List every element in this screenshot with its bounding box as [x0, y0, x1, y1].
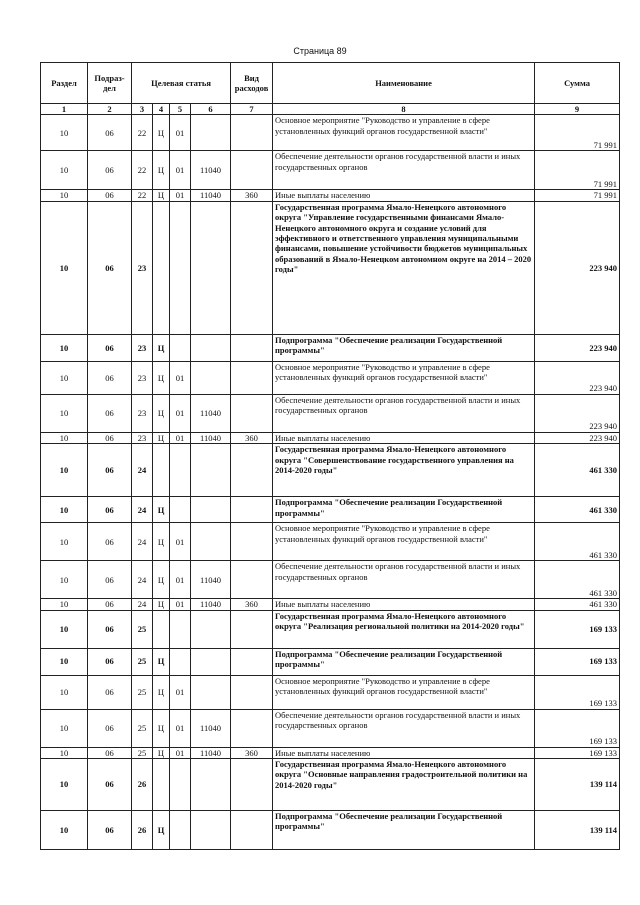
celevaya-program-cell: 25 [132, 709, 153, 747]
table-row [41, 394, 620, 432]
vid-rashodov-cell [231, 561, 273, 599]
podrazdel-cell: 06 [88, 759, 132, 811]
celevaya-direction-cell [191, 675, 231, 709]
table-row [41, 709, 620, 747]
table-row [41, 190, 620, 201]
vid-rashodov-cell: 360 [231, 190, 273, 201]
vid-rashodov-cell [231, 811, 273, 850]
podrazdel-cell: 06 [88, 561, 132, 599]
summa-cell: 461 330 [535, 523, 620, 561]
header-razdel: Раздел [41, 63, 88, 104]
vid-rashodov-cell [231, 523, 273, 561]
column-number: 4 [153, 104, 170, 115]
celevaya-subprogram-cell: Ц [153, 361, 170, 394]
header-row [41, 63, 620, 104]
summa-cell: 71 991 [535, 115, 620, 151]
celevaya-subprogram-cell: Ц [153, 151, 170, 190]
podrazdel-cell: 06 [88, 444, 132, 497]
vid-rashodov-cell [231, 709, 273, 747]
celevaya-program-cell: 25 [132, 610, 153, 648]
celevaya-direction-cell [191, 811, 231, 850]
summa-cell: 169 133 [535, 709, 620, 747]
celevaya-event-cell: 01 [170, 523, 191, 561]
naimenovanie-cell: Иные выплаты населению [273, 599, 535, 610]
summa-cell: 223 940 [535, 432, 620, 443]
celevaya-program-cell: 22 [132, 190, 153, 201]
table-row [41, 523, 620, 561]
razdel-cell: 10 [41, 361, 88, 394]
celevaya-direction-cell: 11040 [191, 151, 231, 190]
celevaya-direction-cell: 11040 [191, 599, 231, 610]
celevaya-event-cell: 01 [170, 361, 191, 394]
vid-rashodov-cell [231, 497, 273, 523]
table-row [41, 648, 620, 675]
table-row [41, 561, 620, 599]
razdel-cell: 10 [41, 444, 88, 497]
summa-cell: 461 330 [535, 561, 620, 599]
razdel-cell: 10 [41, 675, 88, 709]
podrazdel-cell: 06 [88, 747, 132, 758]
celevaya-subprogram-cell: Ц [153, 599, 170, 610]
celevaya-direction-cell: 11040 [191, 394, 231, 432]
celevaya-event-cell: 01 [170, 432, 191, 443]
table-row [41, 759, 620, 811]
celevaya-direction-cell: 11040 [191, 432, 231, 443]
podrazdel-cell: 06 [88, 201, 132, 334]
podrazdel-cell: 06 [88, 648, 132, 675]
razdel-cell: 10 [41, 334, 88, 361]
naimenovanie-cell: Государственная программа Ямало-Ненецкого автономного округа "Совершенствование государственного управления на 2014-2020 годы" [273, 444, 535, 497]
celevaya-direction-cell [191, 610, 231, 648]
summa-cell: 139 114 [535, 759, 620, 811]
celevaya-subprogram-cell: Ц [153, 394, 170, 432]
razdel-cell: 10 [41, 115, 88, 151]
celevaya-direction-cell [191, 497, 231, 523]
razdel-cell: 10 [41, 201, 88, 334]
celevaya-subprogram-cell: Ц [153, 190, 170, 201]
celevaya-event-cell: 01 [170, 599, 191, 610]
summa-cell: 461 330 [535, 497, 620, 523]
naimenovanie-cell: Основное мероприятие "Руководство и управление в сфере установленных функций органов государственной власти" [273, 115, 535, 151]
celevaya-event-cell [170, 759, 191, 811]
celevaya-event-cell [170, 201, 191, 334]
header-celevaya-statya: Целевая статья [132, 63, 231, 104]
podrazdel-cell: 06 [88, 190, 132, 201]
razdel-cell: 10 [41, 709, 88, 747]
vid-rashodov-cell [231, 201, 273, 334]
vid-rashodov-cell [231, 394, 273, 432]
celevaya-event-cell: 01 [170, 709, 191, 747]
celevaya-program-cell: 24 [132, 523, 153, 561]
summa-cell: 223 940 [535, 394, 620, 432]
vid-rashodov-cell [231, 444, 273, 497]
celevaya-program-cell: 26 [132, 811, 153, 850]
celevaya-direction-cell: 11040 [191, 190, 231, 201]
celevaya-event-cell [170, 334, 191, 361]
summa-cell: 223 940 [535, 201, 620, 334]
naimenovanie-cell: Государственная программа Ямало-Ненецкого автономного округа "Реализация региональной политики на 2014-2020 годы" [273, 610, 535, 648]
header-vid-rashodov: Вид расходов [231, 63, 273, 104]
podrazdel-cell: 06 [88, 610, 132, 648]
summa-cell: 169 133 [535, 747, 620, 758]
celevaya-event-cell [170, 811, 191, 850]
column-number-row [41, 104, 620, 115]
header-summa: Сумма [535, 63, 620, 104]
razdel-cell: 10 [41, 523, 88, 561]
naimenovanie-cell: Государственная программа Ямало-Ненецкого автономного округа "Основные направления градостроительной политики на 2014-2020 годы" [273, 759, 535, 811]
column-number: 8 [273, 104, 535, 115]
table-row [41, 115, 620, 151]
vid-rashodov-cell [231, 759, 273, 811]
column-number: 7 [231, 104, 273, 115]
celevaya-event-cell [170, 444, 191, 497]
vid-rashodov-cell [231, 675, 273, 709]
celevaya-direction-cell: 11040 [191, 709, 231, 747]
celevaya-subprogram-cell: Ц [153, 675, 170, 709]
celevaya-subprogram-cell: Ц [153, 523, 170, 561]
vid-rashodov-cell: 360 [231, 599, 273, 610]
razdel-cell: 10 [41, 394, 88, 432]
celevaya-program-cell: 24 [132, 497, 153, 523]
celevaya-program-cell: 23 [132, 361, 153, 394]
podrazdel-cell: 06 [88, 599, 132, 610]
page-number-label: Страница 89 [293, 46, 347, 56]
table-row [41, 747, 620, 758]
podrazdel-cell: 06 [88, 497, 132, 523]
naimenovanie-cell: Государственная программа Ямало-Ненецкого автономного округа "Управление государственными финансами Ямало-Ненецкого автономного округа и создание условий для эффективного и ответственного управления муниципальными финансами, повышение устойчивости бюджетов муниципальных образований в Ямало-Ненецком автономном округе на 2014 – 2020 годы" [273, 201, 535, 334]
podrazdel-cell: 06 [88, 675, 132, 709]
razdel-cell: 10 [41, 599, 88, 610]
razdel-cell: 10 [41, 648, 88, 675]
celevaya-subprogram-cell: Ц [153, 432, 170, 443]
table-row [41, 432, 620, 443]
table-row [41, 675, 620, 709]
celevaya-direction-cell [191, 361, 231, 394]
celevaya-program-cell: 25 [132, 648, 153, 675]
summa-cell: 461 330 [535, 599, 620, 610]
celevaya-event-cell [170, 648, 191, 675]
column-number: 1 [41, 104, 88, 115]
podrazdel-cell: 06 [88, 811, 132, 850]
celevaya-subprogram-cell [153, 610, 170, 648]
table-row [41, 151, 620, 190]
celevaya-subprogram-cell: Ц [153, 334, 170, 361]
razdel-cell: 10 [41, 190, 88, 201]
celevaya-program-cell: 22 [132, 115, 153, 151]
header-naimenovanie: Наименование [273, 63, 535, 104]
celevaya-direction-cell: 11040 [191, 561, 231, 599]
table-row [41, 444, 620, 497]
celevaya-event-cell: 01 [170, 190, 191, 201]
podrazdel-cell: 06 [88, 432, 132, 443]
celevaya-program-cell: 23 [132, 394, 153, 432]
razdel-cell: 10 [41, 151, 88, 190]
celevaya-direction-cell [191, 523, 231, 561]
podrazdel-cell: 06 [88, 115, 132, 151]
celevaya-subprogram-cell: Ц [153, 709, 170, 747]
naimenovanie-cell: Подпрограмма "Обеспечение реализации Государственной программы" [273, 334, 535, 361]
celevaya-event-cell: 01 [170, 151, 191, 190]
column-number: 9 [535, 104, 620, 115]
summa-cell: 71 991 [535, 190, 620, 201]
celevaya-program-cell: 26 [132, 759, 153, 811]
column-number: 5 [170, 104, 191, 115]
celevaya-subprogram-cell: Ц [153, 811, 170, 850]
podrazdel-cell: 06 [88, 709, 132, 747]
celevaya-subprogram-cell: Ц [153, 497, 170, 523]
summa-cell: 223 940 [535, 334, 620, 361]
vid-rashodov-cell [231, 361, 273, 394]
podrazdel-cell: 06 [88, 361, 132, 394]
celevaya-event-cell [170, 497, 191, 523]
vid-rashodov-cell [231, 115, 273, 151]
celevaya-subprogram-cell: Ц [153, 561, 170, 599]
celevaya-direction-cell [191, 648, 231, 675]
summa-cell: 169 133 [535, 610, 620, 648]
column-number: 3 [132, 104, 153, 115]
celevaya-program-cell: 23 [132, 201, 153, 334]
celevaya-event-cell [170, 610, 191, 648]
razdel-cell: 10 [41, 432, 88, 443]
celevaya-program-cell: 24 [132, 599, 153, 610]
vid-rashodov-cell [231, 648, 273, 675]
celevaya-program-cell: 24 [132, 444, 153, 497]
naimenovanie-cell: Основное мероприятие "Руководство и управление в сфере установленных функций органов государственной власти" [273, 523, 535, 561]
vid-rashodov-cell [231, 151, 273, 190]
vid-rashodov-cell: 360 [231, 432, 273, 443]
razdel-cell: 10 [41, 747, 88, 758]
celevaya-event-cell: 01 [170, 747, 191, 758]
naimenovanie-cell: Иные выплаты населению [273, 190, 535, 201]
celevaya-direction-cell [191, 759, 231, 811]
vid-rashodov-cell [231, 334, 273, 361]
celevaya-event-cell: 01 [170, 675, 191, 709]
celevaya-direction-cell [191, 444, 231, 497]
summa-cell: 223 940 [535, 361, 620, 394]
celevaya-program-cell: 23 [132, 334, 153, 361]
celevaya-subprogram-cell: Ц [153, 648, 170, 675]
celevaya-program-cell: 22 [132, 151, 153, 190]
celevaya-event-cell: 01 [170, 561, 191, 599]
razdel-cell: 10 [41, 497, 88, 523]
table-row [41, 201, 620, 334]
celevaya-program-cell: 24 [132, 561, 153, 599]
naimenovanie-cell: Обеспечение деятельности органов государственной власти и иных государственных органов [273, 151, 535, 190]
table-row [41, 610, 620, 648]
summa-cell: 169 133 [535, 648, 620, 675]
celevaya-program-cell: 25 [132, 675, 153, 709]
table-row [41, 361, 620, 394]
summa-cell: 461 330 [535, 444, 620, 497]
vid-rashodov-cell [231, 610, 273, 648]
podrazdel-cell: 06 [88, 334, 132, 361]
razdel-cell: 10 [41, 759, 88, 811]
celevaya-program-cell: 23 [132, 432, 153, 443]
naimenovanie-cell: Обеспечение деятельности органов государственной власти и иных государственных органов [273, 394, 535, 432]
table-row [41, 497, 620, 523]
summa-cell: 139 114 [535, 811, 620, 850]
celevaya-direction-cell [191, 334, 231, 361]
naimenovanie-cell: Подпрограмма "Обеспечение реализации Государственной программы" [273, 811, 535, 850]
naimenovanie-cell: Иные выплаты населению [273, 747, 535, 758]
celevaya-subprogram-cell [153, 201, 170, 334]
celevaya-subprogram-cell: Ц [153, 747, 170, 758]
celevaya-event-cell: 01 [170, 115, 191, 151]
celevaya-direction-cell [191, 115, 231, 151]
podrazdel-cell: 06 [88, 151, 132, 190]
naimenovanie-cell: Иные выплаты населению [273, 432, 535, 443]
budget-table [40, 62, 620, 850]
podrazdel-cell: 06 [88, 523, 132, 561]
vid-rashodov-cell: 360 [231, 747, 273, 758]
column-number: 2 [88, 104, 132, 115]
celevaya-subprogram-cell: Ц [153, 115, 170, 151]
table-row [41, 811, 620, 850]
naimenovanie-cell: Подпрограмма "Обеспечение реализации Государственной программы" [273, 497, 535, 523]
column-number: 6 [191, 104, 231, 115]
celevaya-subprogram-cell [153, 759, 170, 811]
celevaya-subprogram-cell [153, 444, 170, 497]
naimenovanie-cell: Обеспечение деятельности органов государственной власти и иных государственных органов [273, 709, 535, 747]
table-row [41, 334, 620, 361]
summa-cell: 71 991 [535, 151, 620, 190]
summa-cell: 169 133 [535, 675, 620, 709]
podrazdel-cell: 06 [88, 394, 132, 432]
naimenovanie-cell: Основное мероприятие "Руководство и управление в сфере установленных функций органов государственной власти" [273, 361, 535, 394]
razdel-cell: 10 [41, 561, 88, 599]
celevaya-direction-cell [191, 201, 231, 334]
razdel-cell: 10 [41, 610, 88, 648]
naimenovanie-cell: Основное мероприятие "Руководство и управление в сфере установленных функций органов государственной власти" [273, 675, 535, 709]
header-podrazdel: Подраз-дел [88, 63, 132, 104]
naimenovanie-cell: Подпрограмма "Обеспечение реализации Государственной программы" [273, 648, 535, 675]
celevaya-direction-cell: 11040 [191, 747, 231, 758]
razdel-cell: 10 [41, 811, 88, 850]
celevaya-event-cell: 01 [170, 394, 191, 432]
table-row [41, 599, 620, 610]
celevaya-program-cell: 25 [132, 747, 153, 758]
naimenovanie-cell: Обеспечение деятельности органов государственной власти и иных государственных органов [273, 561, 535, 599]
